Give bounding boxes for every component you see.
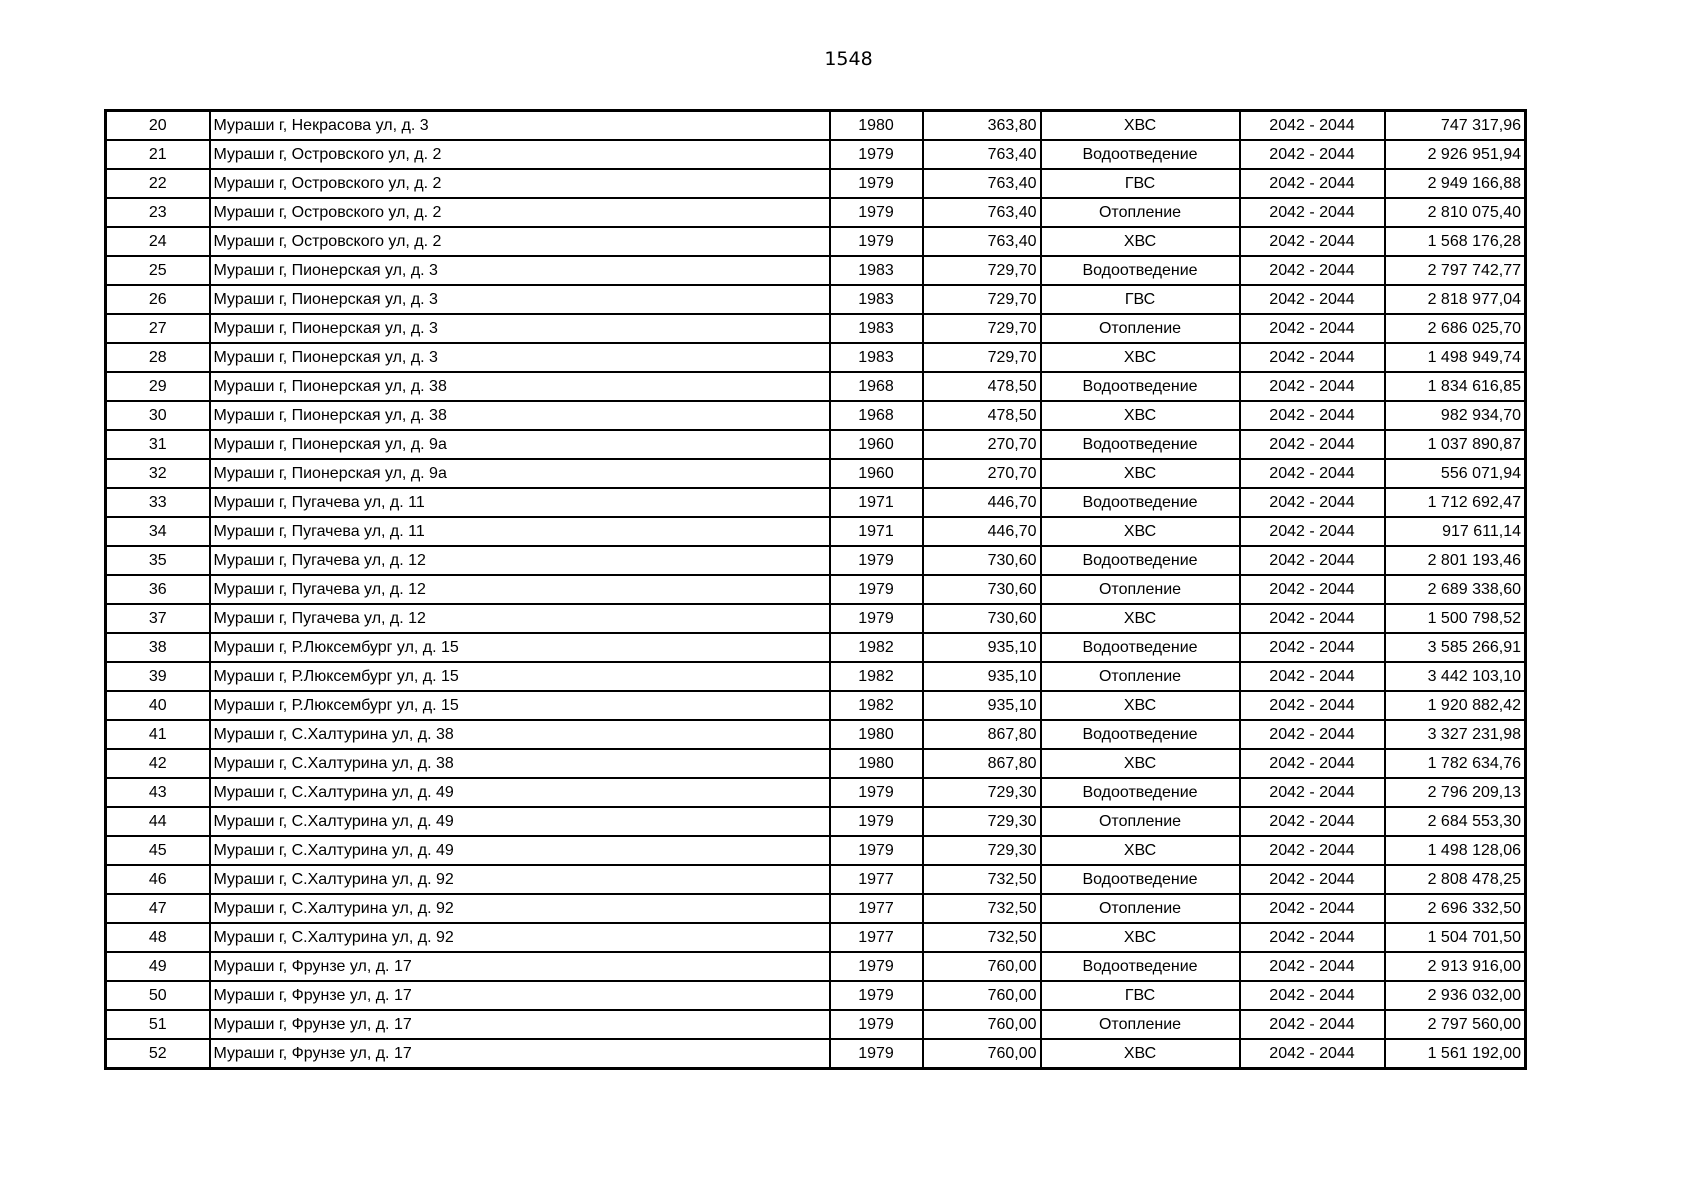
cost-cell: 2 810 075,40 <box>1385 198 1526 227</box>
build-year-cell: 1979 <box>830 140 923 169</box>
build-year-cell: 1979 <box>830 546 923 575</box>
address-cell: Мураши г, Пугачева ул, д. 11 <box>210 488 830 517</box>
cost-cell: 2 686 025,70 <box>1385 314 1526 343</box>
address-cell: Мураши г, Островского ул, д. 2 <box>210 227 830 256</box>
work-type-cell: ХВС <box>1041 604 1240 633</box>
address-cell: Мураши г, Пионерская ул, д. 3 <box>210 314 830 343</box>
row-number-cell: 28 <box>106 343 210 372</box>
work-type-cell: ХВС <box>1041 1039 1240 1069</box>
build-year-cell: 1983 <box>830 285 923 314</box>
address-cell: Мураши г, Пугачева ул, д. 12 <box>210 575 830 604</box>
area-cell: 729,70 <box>923 256 1041 285</box>
cost-cell: 982 934,70 <box>1385 401 1526 430</box>
table-row <box>106 836 1526 865</box>
cost-cell: 1 498 949,74 <box>1385 343 1526 372</box>
row-number-cell: 30 <box>106 401 210 430</box>
cost-cell: 1 834 616,85 <box>1385 372 1526 401</box>
build-year-cell: 1983 <box>830 343 923 372</box>
build-year-cell: 1979 <box>830 1010 923 1039</box>
table-row <box>106 169 1526 198</box>
table-row <box>106 285 1526 314</box>
table-body <box>106 111 1526 1069</box>
row-number-cell: 21 <box>106 140 210 169</box>
build-year-cell: 1979 <box>830 1039 923 1069</box>
table-row <box>106 633 1526 662</box>
cost-cell: 556 071,94 <box>1385 459 1526 488</box>
build-year-cell: 1979 <box>830 836 923 865</box>
table-row <box>106 517 1526 546</box>
cost-cell: 2 926 951,94 <box>1385 140 1526 169</box>
area-cell: 729,30 <box>923 836 1041 865</box>
area-cell: 732,50 <box>923 894 1041 923</box>
period-cell: 2042 - 2044 <box>1240 894 1385 923</box>
table-row <box>106 459 1526 488</box>
address-cell: Мураши г, Пионерская ул, д. 38 <box>210 401 830 430</box>
row-number-cell: 34 <box>106 517 210 546</box>
table-row <box>106 488 1526 517</box>
address-cell: Мураши г, Пионерская ул, д. 38 <box>210 372 830 401</box>
address-cell: Мураши г, С.Халтурина ул, д. 38 <box>210 720 830 749</box>
area-cell: 270,70 <box>923 430 1041 459</box>
build-year-cell: 1968 <box>830 401 923 430</box>
build-year-cell: 1977 <box>830 923 923 952</box>
build-year-cell: 1977 <box>830 865 923 894</box>
address-cell: Мураши г, Пугачева ул, д. 12 <box>210 546 830 575</box>
address-cell: Мураши г, Фрунзе ул, д. 17 <box>210 1039 830 1069</box>
cost-cell: 2 797 742,77 <box>1385 256 1526 285</box>
area-cell: 867,80 <box>923 720 1041 749</box>
area-cell: 446,70 <box>923 517 1041 546</box>
table-row <box>106 256 1526 285</box>
address-cell: Мураши г, Р.Люксембург ул, д. 15 <box>210 633 830 662</box>
cost-cell: 3 442 103,10 <box>1385 662 1526 691</box>
period-cell: 2042 - 2044 <box>1240 633 1385 662</box>
table-row <box>106 1039 1526 1069</box>
table-row <box>106 778 1526 807</box>
work-type-cell: Водоотведение <box>1041 546 1240 575</box>
table-row <box>106 372 1526 401</box>
work-type-cell: Водоотведение <box>1041 488 1240 517</box>
work-type-cell: Водоотведение <box>1041 633 1240 662</box>
period-cell: 2042 - 2044 <box>1240 1039 1385 1069</box>
area-cell: 729,70 <box>923 343 1041 372</box>
period-cell: 2042 - 2044 <box>1240 749 1385 778</box>
period-cell: 2042 - 2044 <box>1240 604 1385 633</box>
cost-cell: 2 949 166,88 <box>1385 169 1526 198</box>
build-year-cell: 1979 <box>830 981 923 1010</box>
period-cell: 2042 - 2044 <box>1240 488 1385 517</box>
build-year-cell: 1979 <box>830 952 923 981</box>
period-cell: 2042 - 2044 <box>1240 227 1385 256</box>
row-number-cell: 36 <box>106 575 210 604</box>
cost-cell: 1 561 192,00 <box>1385 1039 1526 1069</box>
period-cell: 2042 - 2044 <box>1240 401 1385 430</box>
area-cell: 935,10 <box>923 633 1041 662</box>
cost-cell: 2 689 338,60 <box>1385 575 1526 604</box>
area-cell: 729,70 <box>923 285 1041 314</box>
area-cell: 270,70 <box>923 459 1041 488</box>
period-cell: 2042 - 2044 <box>1240 778 1385 807</box>
row-number-cell: 44 <box>106 807 210 836</box>
address-cell: Мураши г, С.Халтурина ул, д. 38 <box>210 749 830 778</box>
period-cell: 2042 - 2044 <box>1240 546 1385 575</box>
address-cell: Мураши г, Пугачева ул, д. 12 <box>210 604 830 633</box>
work-type-cell: ХВС <box>1041 749 1240 778</box>
table-row <box>106 894 1526 923</box>
row-number-cell: 33 <box>106 488 210 517</box>
table-row <box>106 546 1526 575</box>
address-cell: Мураши г, С.Халтурина ул, д. 92 <box>210 865 830 894</box>
period-cell: 2042 - 2044 <box>1240 691 1385 720</box>
work-type-cell: ГВС <box>1041 285 1240 314</box>
build-year-cell: 1982 <box>830 662 923 691</box>
area-cell: 732,50 <box>923 923 1041 952</box>
table-row <box>106 981 1526 1010</box>
build-year-cell: 1982 <box>830 633 923 662</box>
address-cell: Мураши г, Фрунзе ул, д. 17 <box>210 981 830 1010</box>
area-cell: 935,10 <box>923 691 1041 720</box>
page-number: 1548 <box>824 48 873 70</box>
address-cell: Мураши г, С.Халтурина ул, д. 92 <box>210 894 830 923</box>
build-year-cell: 1979 <box>830 778 923 807</box>
cost-cell: 1 782 634,76 <box>1385 749 1526 778</box>
work-type-cell: ГВС <box>1041 169 1240 198</box>
area-cell: 729,30 <box>923 807 1041 836</box>
build-year-cell: 1979 <box>830 575 923 604</box>
area-cell: 729,70 <box>923 314 1041 343</box>
row-number-cell: 49 <box>106 952 210 981</box>
cost-cell: 1 500 798,52 <box>1385 604 1526 633</box>
build-year-cell: 1980 <box>830 720 923 749</box>
period-cell: 2042 - 2044 <box>1240 836 1385 865</box>
cost-cell: 2 797 560,00 <box>1385 1010 1526 1039</box>
address-cell: Мураши г, Островского ул, д. 2 <box>210 198 830 227</box>
address-cell: Мураши г, Островского ул, д. 2 <box>210 169 830 198</box>
address-cell: Мураши г, Р.Люксембург ул, д. 15 <box>210 662 830 691</box>
repair-schedule-table <box>104 109 1527 1070</box>
row-number-cell: 27 <box>106 314 210 343</box>
address-cell: Мураши г, Пионерская ул, д. 9а <box>210 430 830 459</box>
build-year-cell: 1983 <box>830 256 923 285</box>
address-cell: Мураши г, Пионерская ул, д. 3 <box>210 256 830 285</box>
table-row <box>106 343 1526 372</box>
period-cell: 2042 - 2044 <box>1240 459 1385 488</box>
row-number-cell: 26 <box>106 285 210 314</box>
area-cell: 760,00 <box>923 1039 1041 1069</box>
build-year-cell: 1971 <box>830 488 923 517</box>
work-type-cell: Водоотведение <box>1041 372 1240 401</box>
work-type-cell: ХВС <box>1041 111 1240 141</box>
table-row <box>106 923 1526 952</box>
build-year-cell: 1982 <box>830 691 923 720</box>
row-number-cell: 50 <box>106 981 210 1010</box>
table-row <box>106 401 1526 430</box>
row-number-cell: 42 <box>106 749 210 778</box>
table-row <box>106 227 1526 256</box>
row-number-cell: 25 <box>106 256 210 285</box>
row-number-cell: 52 <box>106 1039 210 1069</box>
cost-cell: 2 796 209,13 <box>1385 778 1526 807</box>
work-type-cell: ГВС <box>1041 981 1240 1010</box>
work-type-cell: ХВС <box>1041 343 1240 372</box>
row-number-cell: 40 <box>106 691 210 720</box>
period-cell: 2042 - 2044 <box>1240 256 1385 285</box>
row-number-cell: 37 <box>106 604 210 633</box>
period-cell: 2042 - 2044 <box>1240 952 1385 981</box>
cost-cell: 2 696 332,50 <box>1385 894 1526 923</box>
work-type-cell: Отопление <box>1041 807 1240 836</box>
build-year-cell: 1979 <box>830 198 923 227</box>
row-number-cell: 20 <box>106 111 210 141</box>
table-row <box>106 575 1526 604</box>
work-type-cell: ХВС <box>1041 691 1240 720</box>
row-number-cell: 51 <box>106 1010 210 1039</box>
work-type-cell: Водоотведение <box>1041 720 1240 749</box>
table-row <box>106 720 1526 749</box>
cost-cell: 3 327 231,98 <box>1385 720 1526 749</box>
table-row <box>106 1010 1526 1039</box>
table-row <box>106 430 1526 459</box>
area-cell: 763,40 <box>923 198 1041 227</box>
period-cell: 2042 - 2044 <box>1240 517 1385 546</box>
work-type-cell: ХВС <box>1041 836 1240 865</box>
work-type-cell: Отопление <box>1041 894 1240 923</box>
period-cell: 2042 - 2044 <box>1240 430 1385 459</box>
build-year-cell: 1979 <box>830 604 923 633</box>
period-cell: 2042 - 2044 <box>1240 662 1385 691</box>
work-type-cell: Водоотведение <box>1041 140 1240 169</box>
work-type-cell: Водоотведение <box>1041 256 1240 285</box>
area-cell: 730,60 <box>923 575 1041 604</box>
work-type-cell: ХВС <box>1041 459 1240 488</box>
table-row <box>106 111 1526 141</box>
period-cell: 2042 - 2044 <box>1240 575 1385 604</box>
work-type-cell: Отопление <box>1041 575 1240 604</box>
cost-cell: 3 585 266,91 <box>1385 633 1526 662</box>
table-row <box>106 314 1526 343</box>
row-number-cell: 45 <box>106 836 210 865</box>
area-cell: 760,00 <box>923 952 1041 981</box>
build-year-cell: 1960 <box>830 459 923 488</box>
build-year-cell: 1960 <box>830 430 923 459</box>
period-cell: 2042 - 2044 <box>1240 343 1385 372</box>
build-year-cell: 1980 <box>830 749 923 778</box>
cost-cell: 2 801 193,46 <box>1385 546 1526 575</box>
area-cell: 760,00 <box>923 1010 1041 1039</box>
area-cell: 730,60 <box>923 604 1041 633</box>
cost-cell: 1 498 128,06 <box>1385 836 1526 865</box>
area-cell: 446,70 <box>923 488 1041 517</box>
build-year-cell: 1979 <box>830 807 923 836</box>
row-number-cell: 38 <box>106 633 210 662</box>
row-number-cell: 23 <box>106 198 210 227</box>
address-cell: Мураши г, Фрунзе ул, д. 17 <box>210 1010 830 1039</box>
area-cell: 763,40 <box>923 227 1041 256</box>
work-type-cell: ХВС <box>1041 923 1240 952</box>
work-type-cell: ХВС <box>1041 227 1240 256</box>
address-cell: Мураши г, С.Халтурина ул, д. 49 <box>210 778 830 807</box>
period-cell: 2042 - 2044 <box>1240 372 1385 401</box>
period-cell: 2042 - 2044 <box>1240 140 1385 169</box>
row-number-cell: 29 <box>106 372 210 401</box>
build-year-cell: 1971 <box>830 517 923 546</box>
row-number-cell: 31 <box>106 430 210 459</box>
period-cell: 2042 - 2044 <box>1240 720 1385 749</box>
area-cell: 867,80 <box>923 749 1041 778</box>
period-cell: 2042 - 2044 <box>1240 923 1385 952</box>
area-cell: 732,50 <box>923 865 1041 894</box>
address-cell: Мураши г, Пионерская ул, д. 3 <box>210 285 830 314</box>
cost-cell: 2 936 032,00 <box>1385 981 1526 1010</box>
work-type-cell: Водоотведение <box>1041 778 1240 807</box>
table-row <box>106 952 1526 981</box>
build-year-cell: 1968 <box>830 372 923 401</box>
table-row <box>106 140 1526 169</box>
period-cell: 2042 - 2044 <box>1240 314 1385 343</box>
period-cell: 2042 - 2044 <box>1240 198 1385 227</box>
row-number-cell: 43 <box>106 778 210 807</box>
address-cell: Мураши г, С.Халтурина ул, д. 49 <box>210 836 830 865</box>
period-cell: 2042 - 2044 <box>1240 169 1385 198</box>
address-cell: Мураши г, Островского ул, д. 2 <box>210 140 830 169</box>
row-number-cell: 39 <box>106 662 210 691</box>
work-type-cell: Водоотведение <box>1041 865 1240 894</box>
cost-cell: 1 712 692,47 <box>1385 488 1526 517</box>
cost-cell: 1 037 890,87 <box>1385 430 1526 459</box>
area-cell: 729,30 <box>923 778 1041 807</box>
area-cell: 363,80 <box>923 111 1041 141</box>
area-cell: 760,00 <box>923 981 1041 1010</box>
cost-cell: 917 611,14 <box>1385 517 1526 546</box>
row-number-cell: 22 <box>106 169 210 198</box>
work-type-cell: ХВС <box>1041 517 1240 546</box>
area-cell: 730,60 <box>923 546 1041 575</box>
cost-cell: 2 913 916,00 <box>1385 952 1526 981</box>
table-row <box>106 807 1526 836</box>
period-cell: 2042 - 2044 <box>1240 1010 1385 1039</box>
row-number-cell: 47 <box>106 894 210 923</box>
address-cell: Мураши г, Р.Люксембург ул, д. 15 <box>210 691 830 720</box>
address-cell: Мураши г, Пионерская ул, д. 3 <box>210 343 830 372</box>
cost-cell: 1 504 701,50 <box>1385 923 1526 952</box>
work-type-cell: Отопление <box>1041 1010 1240 1039</box>
address-cell: Мураши г, Пионерская ул, д. 9а <box>210 459 830 488</box>
build-year-cell: 1977 <box>830 894 923 923</box>
area-cell: 478,50 <box>923 372 1041 401</box>
work-type-cell: Водоотведение <box>1041 952 1240 981</box>
address-cell: Мураши г, Фрунзе ул, д. 17 <box>210 952 830 981</box>
row-number-cell: 35 <box>106 546 210 575</box>
work-type-cell: Отопление <box>1041 198 1240 227</box>
cost-cell: 1 920 882,42 <box>1385 691 1526 720</box>
address-cell: Мураши г, Некрасова ул, д. 3 <box>210 111 830 141</box>
area-cell: 763,40 <box>923 169 1041 198</box>
work-type-cell: ХВС <box>1041 401 1240 430</box>
table-row <box>106 198 1526 227</box>
work-type-cell: Отопление <box>1041 314 1240 343</box>
cost-cell: 1 568 176,28 <box>1385 227 1526 256</box>
period-cell: 2042 - 2044 <box>1240 865 1385 894</box>
cost-cell: 747 317,96 <box>1385 111 1526 141</box>
period-cell: 2042 - 2044 <box>1240 111 1385 141</box>
table-row <box>106 749 1526 778</box>
row-number-cell: 32 <box>106 459 210 488</box>
table-row <box>106 691 1526 720</box>
table-row <box>106 865 1526 894</box>
address-cell: Мураши г, С.Халтурина ул, д. 92 <box>210 923 830 952</box>
table-row <box>106 604 1526 633</box>
row-number-cell: 46 <box>106 865 210 894</box>
build-year-cell: 1980 <box>830 111 923 141</box>
period-cell: 2042 - 2044 <box>1240 981 1385 1010</box>
cost-cell: 2 818 977,04 <box>1385 285 1526 314</box>
address-cell: Мураши г, С.Халтурина ул, д. 49 <box>210 807 830 836</box>
period-cell: 2042 - 2044 <box>1240 285 1385 314</box>
cost-cell: 2 684 553,30 <box>1385 807 1526 836</box>
area-cell: 935,10 <box>923 662 1041 691</box>
build-year-cell: 1979 <box>830 169 923 198</box>
cost-cell: 2 808 478,25 <box>1385 865 1526 894</box>
work-type-cell: Отопление <box>1041 662 1240 691</box>
area-cell: 763,40 <box>923 140 1041 169</box>
row-number-cell: 24 <box>106 227 210 256</box>
table-row <box>106 662 1526 691</box>
work-type-cell: Водоотведение <box>1041 430 1240 459</box>
row-number-cell: 41 <box>106 720 210 749</box>
row-number-cell: 48 <box>106 923 210 952</box>
area-cell: 478,50 <box>923 401 1041 430</box>
address-cell: Мураши г, Пугачева ул, д. 11 <box>210 517 830 546</box>
build-year-cell: 1983 <box>830 314 923 343</box>
build-year-cell: 1979 <box>830 227 923 256</box>
period-cell: 2042 - 2044 <box>1240 807 1385 836</box>
